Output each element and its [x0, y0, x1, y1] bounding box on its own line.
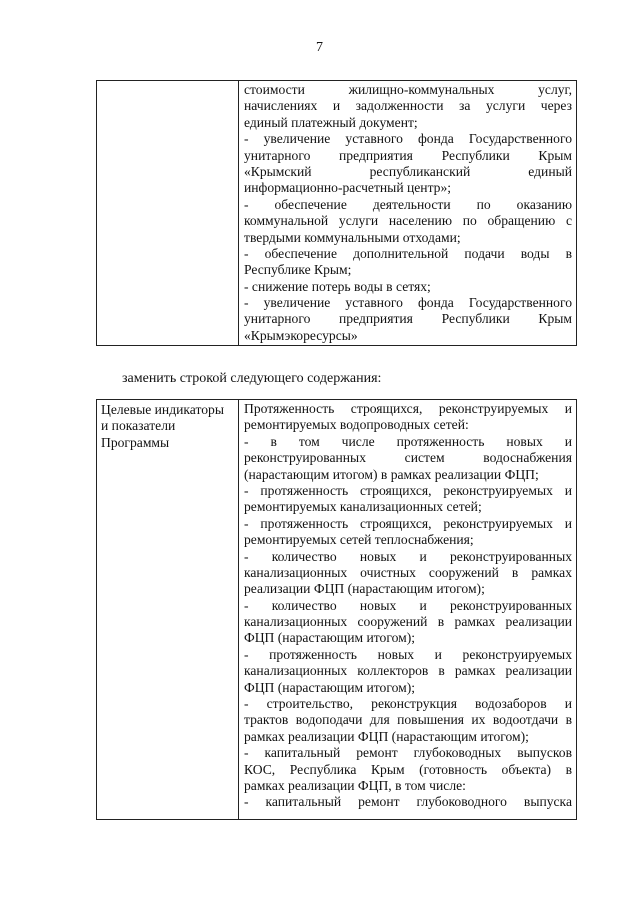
text-line: канализационных очистных сооружений в рамках — [244, 564, 572, 580]
table-top-right-text — [239, 81, 576, 345]
row-header-line: Программы — [101, 434, 170, 450]
table-bottom-right-cell — [239, 400, 577, 820]
text-line: - протяженность строящихся, реконструируемых и — [244, 482, 572, 498]
text-line: - обеспечение дополнительной подачи воды в — [244, 245, 572, 261]
text-line: - капитальный ремонт глубоководного выпуска — [244, 794, 572, 810]
text-line: КОС, Республика Крым (готовность объекта) в — [244, 761, 572, 777]
text-line: «Крымский республиканский единый — [244, 163, 572, 179]
row-header-line: и показатели — [101, 418, 176, 434]
table-bottom-left-cell — [97, 400, 239, 820]
text-line: - обеспечение деятельности по оказанию — [244, 196, 572, 212]
text-line: реконструированных систем водоснабжения — [244, 450, 572, 466]
table-row — [97, 400, 577, 820]
text-line: коммунальной услуги населению по обращению с — [244, 213, 572, 229]
text-line: унитарного предприятия Республики Крым — [244, 311, 572, 327]
text-line: - протяженность строящихся, реконструируемых и — [244, 515, 572, 531]
text-line: ремонтируемых водопроводных сетей: — [244, 417, 469, 433]
table-bottom-right-text — [239, 400, 576, 812]
text-line: ремонтируемых канализационных сетей; — [244, 499, 482, 515]
text-line: канализационных сооружений в рамках реализации — [244, 614, 572, 630]
text-line: рамках реализации ФЦП (нарастающим итогом); — [244, 728, 529, 744]
text-line: ремонтируемых сетей теплоснабжения; — [244, 532, 474, 548]
page-number: 7 — [316, 40, 323, 55]
transition-text: заменить строкой следующего содержания: — [122, 371, 382, 386]
text-line: стоимости жилищно-коммунальных услуг, — [244, 82, 572, 97]
row-header-line: Целевые индикаторы — [101, 402, 224, 417]
text-line: единый платежный документ; — [244, 114, 418, 130]
text-line: Республике Крым; — [244, 262, 352, 278]
text-line: - в том числе протяженность новых и — [244, 433, 572, 449]
table-top — [96, 80, 577, 346]
table-top-left-cell — [97, 81, 239, 346]
text-line: - снижение потерь воды в сетях; — [244, 278, 431, 294]
text-line: канализационных коллекторов в рамках реализации — [244, 663, 572, 679]
table-row — [97, 81, 577, 346]
text-line: трактов водоподачи для повышения их водоотдачи в — [244, 712, 572, 728]
row-header — [97, 400, 238, 453]
table-top-left-text — [97, 81, 238, 85]
text-line: - увеличение уставного фонда Государственного — [244, 295, 572, 311]
text-line: - увеличение уставного фонда Государственного — [244, 131, 572, 147]
text-line: - протяженность новых и реконструируемых — [244, 646, 572, 662]
text-line: - строительство, реконструкция водозаборов и — [244, 696, 572, 712]
table-bottom — [96, 399, 577, 820]
text-line: ФЦП (нарастающим итогом); — [244, 630, 416, 646]
text-line: информационно-расчетный центр»; — [244, 180, 452, 196]
text-line: рамках реализации ФЦП, в том числе: — [244, 777, 466, 793]
text-line: начислениях и задолженности за услуги через — [244, 98, 572, 114]
table-top-right-cell — [239, 81, 577, 346]
text-line: - количество новых и реконструированных — [244, 548, 572, 564]
text-line: ФЦП (нарастающим итогом); — [244, 679, 416, 695]
text-line: - количество новых и реконструированных — [244, 597, 572, 613]
text-line: Протяженность строящихся, реконструируемых и — [244, 401, 572, 416]
text-line: твердыми коммунальными отходами; — [244, 229, 461, 245]
text-line: (нарастающим итогом) в рамках реализации ФЦП; — [244, 466, 539, 482]
text-line: «Крымэкоресурсы» — [244, 327, 358, 343]
text-line: унитарного предприятия Республики Крым — [244, 147, 572, 163]
text-line: реализации ФЦП (нарастающим итогом); — [244, 581, 485, 597]
text-line: - капитальный ремонт глубоководных выпусков — [244, 745, 572, 761]
